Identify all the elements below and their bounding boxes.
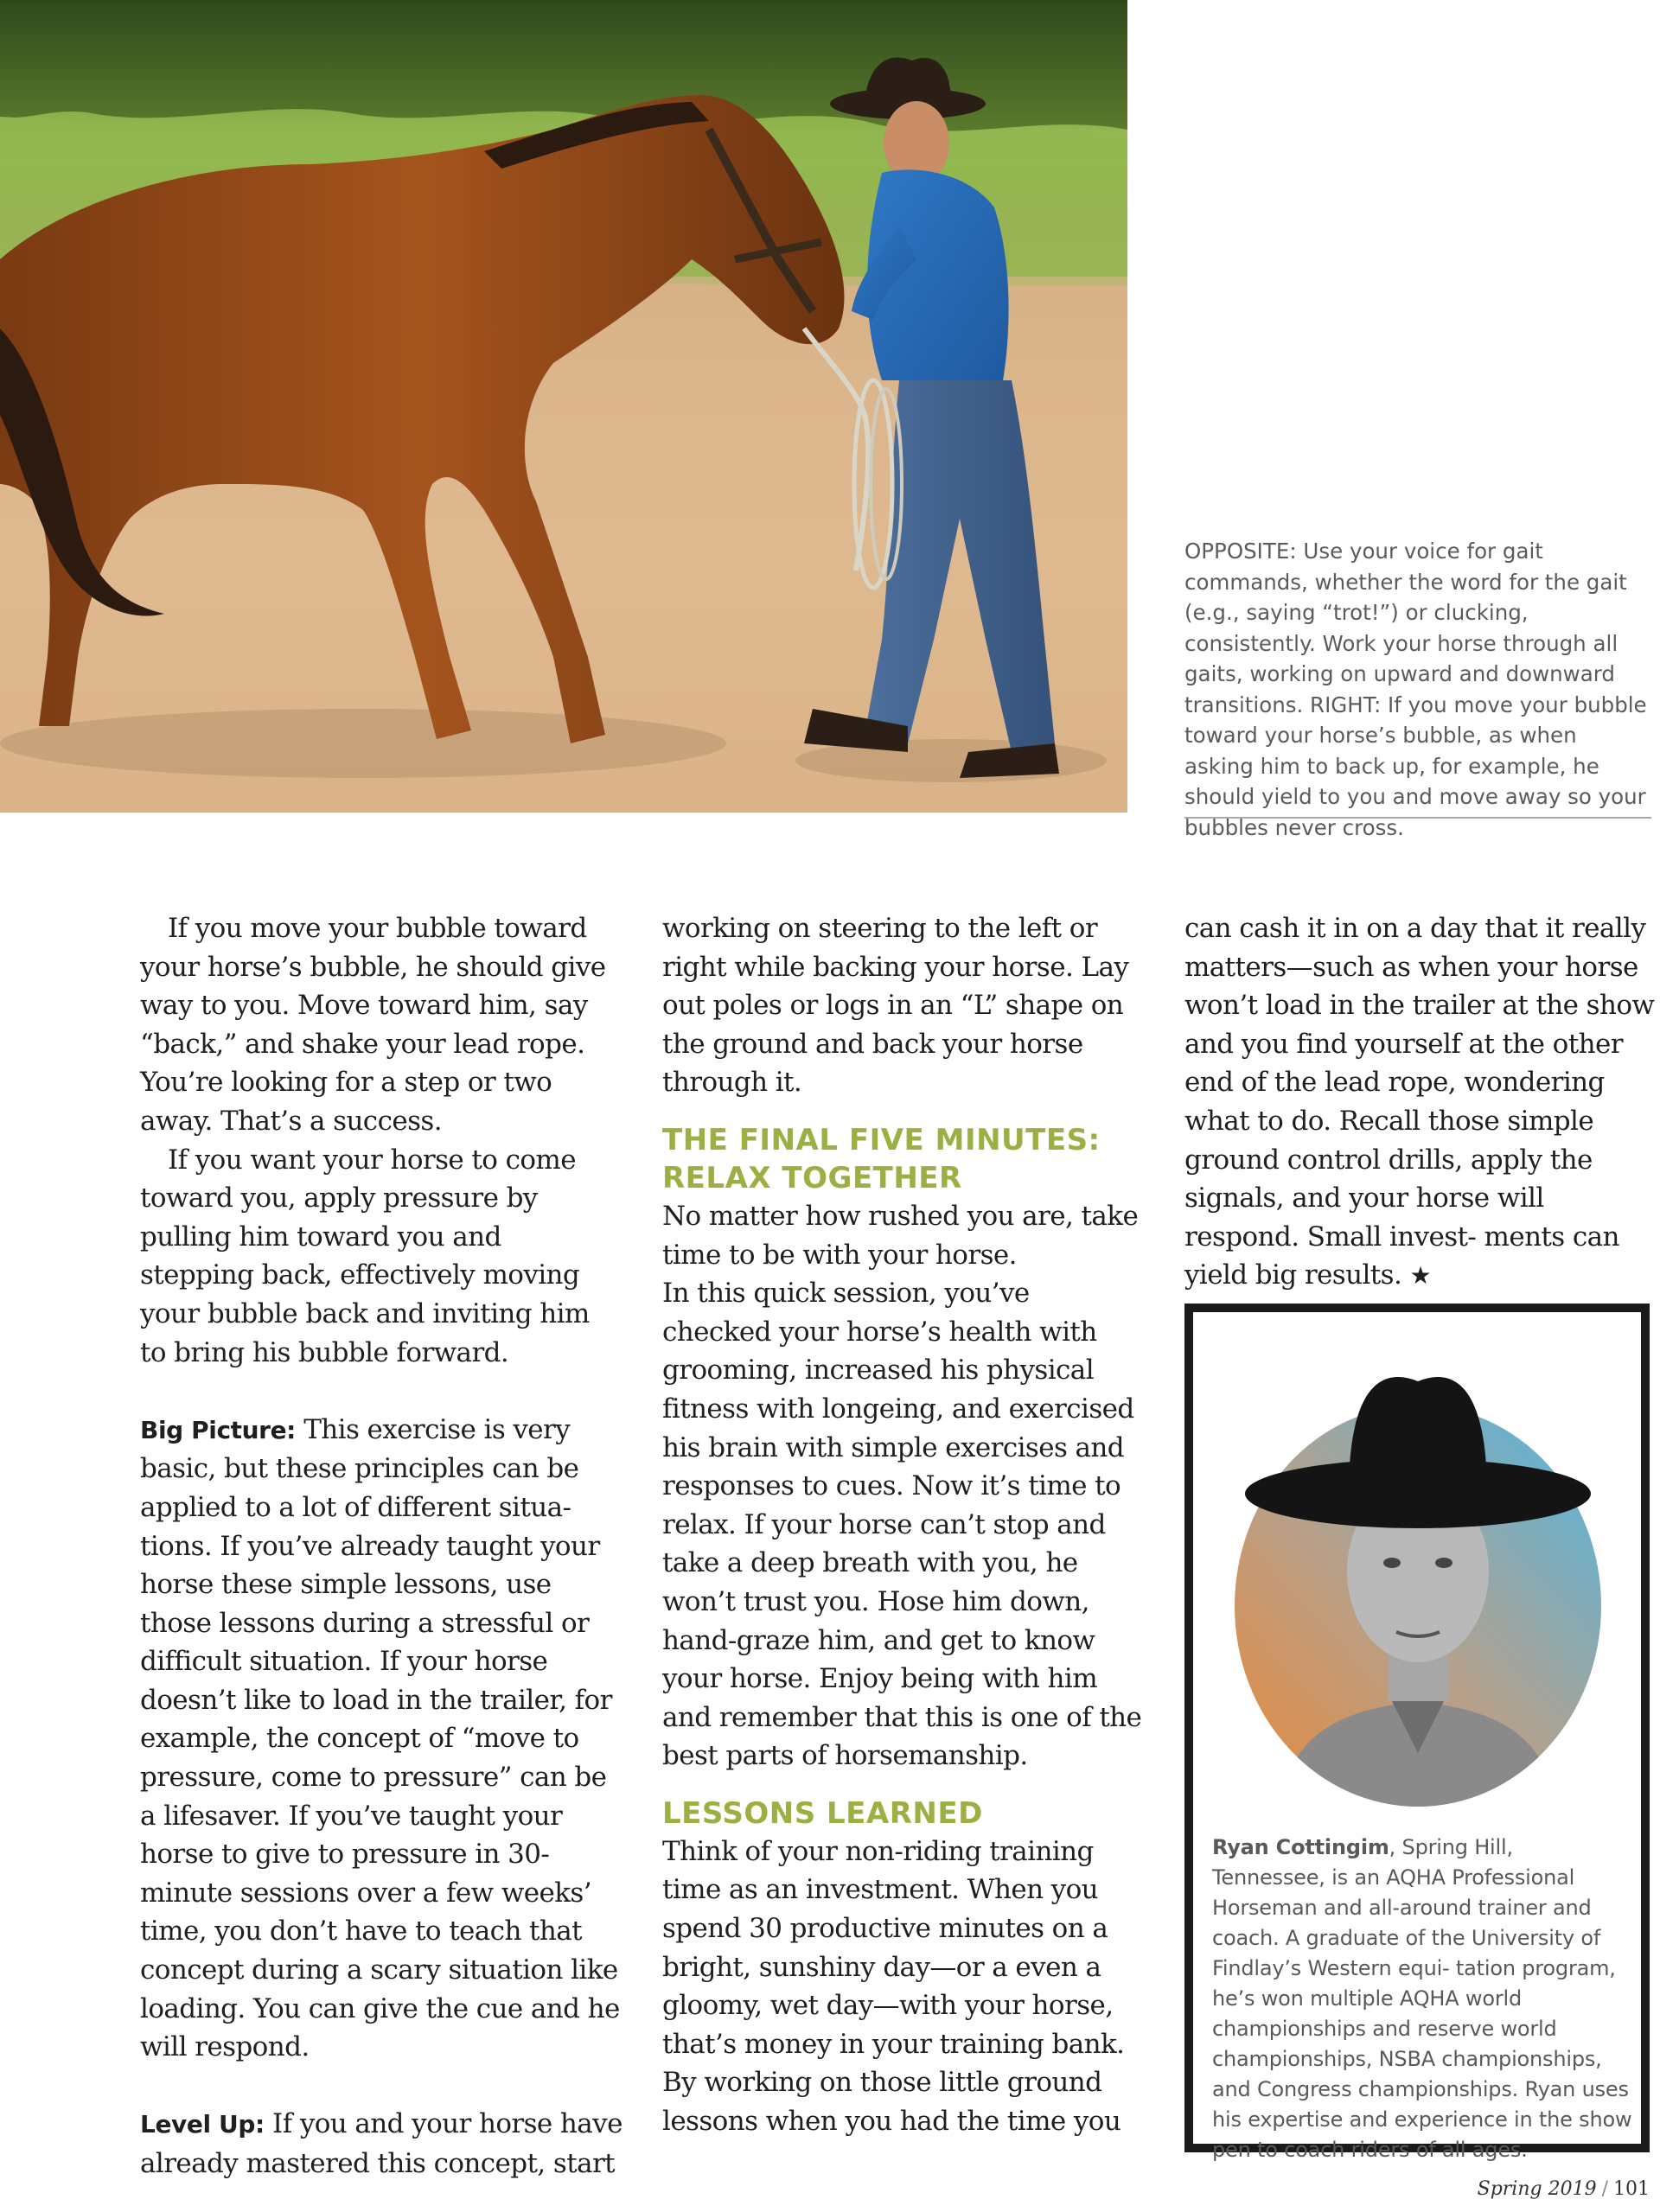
author-name: Ryan Cottingim bbox=[1212, 1835, 1389, 1859]
paragraph-lessons-continued: can cash it in on a day that it really matters—such as when your horse won’t load in the trailer at the show and you find yourself at the other end of the lead rope, wondering what to do. Recall those simple ground control drills, apply the signals, and your horse will respond. Small invest- ments can yield big results. ★ bbox=[1184, 913, 1655, 1291]
author-description: , Spring Hill, Tennessee, is an AQHA Professional Horseman and all-around trainer and coach. A graduate of the University of Findlay’s Western equi- tation program, he’s won multiple AQHA world championships and reserve world championships, NSBA championships, and Congress championships. Ryan uses his expertise and experience in the show pen to coach riders of all ages. bbox=[1212, 1835, 1632, 2162]
page-folio bbox=[1478, 2178, 1650, 2200]
end-mark-star-icon: ★ bbox=[1409, 1261, 1431, 1291]
section-heading-lessons-learned: LESSONS LEARNED bbox=[662, 1795, 983, 1831]
level-up-text: If you and your horse have already mastered this concept, start bbox=[140, 2108, 622, 2179]
paragraph-final-1: No matter how rushed you are, take time to be with your horse. bbox=[662, 1200, 1139, 1271]
paragraph-final-2: In this quick session, you’ve checked your horse’s health with grooming, increased his physical fitness with longeing, and exercised his brain with simple exercises and responses to cues. Now it’s time to relax. If your horse can’t stop and take a deep breath with you, he won’t trust you. Hose him down, hand-graze him, and get to know your horse. Enjoy being with him and remember that this is one of the best parts of horsemanship. bbox=[662, 1278, 1142, 1772]
photo-caption: OPPOSITE: Use your voice for gait commands, whether the word for the gait (e.g., saying “trot!”) or clucking, consistently. Work your horse through all gaits, working on upward and downward transitions. RIGHT: If you move your bubble toward your horse’s bubble, as when asking him to back up, for example, he should yield to you and move away so your bubbles never cross. bbox=[1184, 539, 1647, 840]
big-picture-label: Big Picture: bbox=[140, 1415, 296, 1444]
paragraph-gap bbox=[140, 2067, 622, 2106]
author-portrait bbox=[1228, 1347, 1608, 1814]
text-column-3 bbox=[1184, 909, 1656, 1296]
issue-season: Spring 2019 bbox=[1477, 2178, 1597, 2200]
paragraph-come-toward: If you want your horse to come toward you, apply pressure by pulling him toward you and stepping back, effectively moving your bubble back and inviting him to bring his bubble forward. bbox=[140, 1144, 590, 1368]
photo-illustration bbox=[0, 0, 1127, 813]
paragraph-lessons bbox=[662, 1833, 1143, 2141]
paragraph-big-picture bbox=[140, 1411, 622, 2067]
big-picture-text: This exercise is very basic, but these principles can be applied to a lot of different situa- tions. If you’ve already taught your horse these simple lessons, use those lessons during a stressful or difficult situation. If your horse doesn’t like to load in the trailer, for example, the concept of “move to pressure, come to pressure” can be a lifesaver. If you’ve taught your horse to give to pressure in 30-minute sessions over a few weeks’ time, you don’t have to teach that concept during a scary situation like loading. You can give the cue and he will respond. bbox=[140, 1413, 620, 2063]
paragraph-gap bbox=[140, 1372, 622, 1411]
paragraph-level-up bbox=[140, 2105, 622, 2183]
author-bio-box bbox=[1184, 1304, 1650, 2162]
page-number: 101 bbox=[1613, 2178, 1650, 2200]
paragraph-bubble-toward: If you move your bubble toward your horse’s bubble, he should give way to you. Move toward him, say “back,” and shake your lead rope. You’re looking for a step or two away. That’s a success. bbox=[140, 913, 606, 1137]
paragraph-level-up-continued: working on steering to the left or right while backing your horse. Lay out poles or logs in an “L” shape on the ground and back your horse through it. bbox=[662, 913, 1129, 1099]
lessons-text: Think of your non-riding training time as an investment. When you spend 30 productive minutes on a bright, sunshiny day—or a even a gloomy, wet day—with your horse, that’s money in your training bank. By working on those little ground lessons when you had the time you bbox=[662, 1835, 1125, 2138]
text-column-1 bbox=[140, 909, 622, 2183]
horse-and-handler-photo bbox=[0, 0, 1127, 813]
author-bio-text bbox=[1212, 1833, 1632, 2165]
folio-separator: / bbox=[1601, 2178, 1608, 2200]
section-heading-final-five: THE FINAL FIVE MINUTES: RELAX TOGETHER bbox=[662, 1122, 1101, 1195]
level-up-label: Level Up: bbox=[140, 2110, 265, 2139]
text-column-2 bbox=[662, 909, 1143, 2141]
caption-divider bbox=[1184, 817, 1651, 819]
